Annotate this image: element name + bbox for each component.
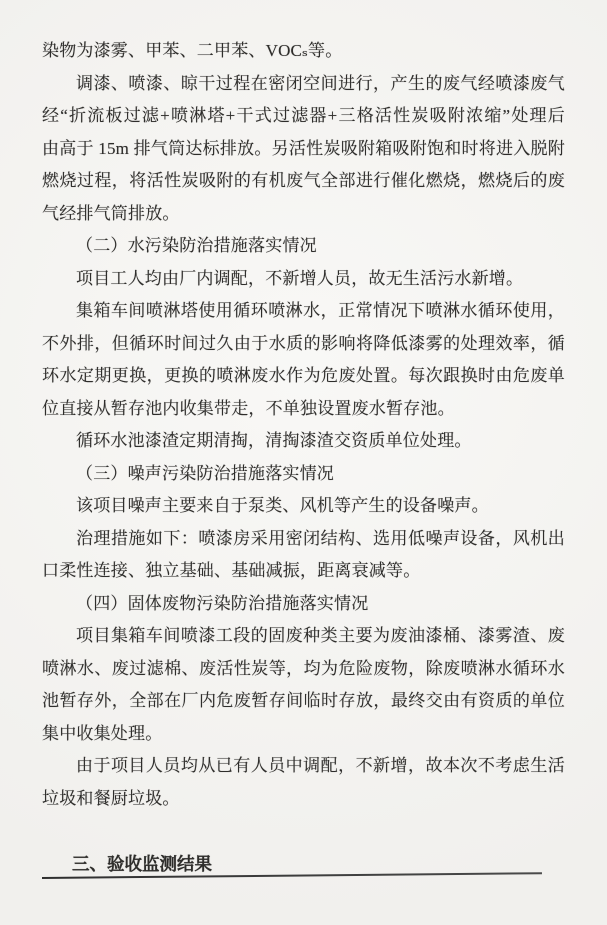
text-line: 喷淋水、废过滤棉、废活性炭等，均为危险废物，除废喷淋水循环水 [42,658,565,678]
paragraph [42,263,565,296]
paragraph [42,35,565,68]
text-line: 口柔性连接、独立基础、基础减振，距离衰减等。 [42,561,421,580]
text-line: （四）固体废物污染防治措施落实情况 [76,593,369,613]
paragraph [42,295,565,425]
paragraph [42,588,565,621]
text-line: 循环水池漆渣定期清掏，清掏漆渣交资质单位处理。 [76,431,472,450]
paragraph [42,425,565,458]
paragraph [42,750,565,815]
text-line: （三）噪声污染防治措施落实情况 [76,463,334,483]
text-line: 集箱车间喷淋塔使用循环喷淋水，正常情况下喷淋水循环使用， [76,301,565,320]
text-line: 项目工人均由厂内调配，不新增人员，故无生活污水新增。 [76,268,524,288]
text-line: 环水定期更换，更换的喷淋废水作为危废处置。每次跟换时由危废单 [42,366,565,385]
text-line: 调漆、喷漆、晾干过程在密闭空间进行，产生的废气经喷漆废气 [76,73,565,93]
text-line: 由高于 15m 排气筒达标排放。另活性炭吸附箱吸附饱和时将进入脱附 [42,138,565,158]
text-line: 位直接从暂存池内收集带走，不单独设置废水暂存池。 [42,398,455,418]
text-line: 垃圾和餐厨垃圾。 [42,788,180,808]
paragraphs [42,35,565,815]
paragraph [42,620,565,750]
text-line: 经“折流板过滤+喷淋塔+干式过滤器+三格活性炭吸附浓缩”处理后 [42,106,565,125]
text-line: 染物为漆雾、甲苯、二甲苯、VOCₛ等。 [42,41,343,60]
text-line: 项目集箱车间喷漆工段的固废种类主要为废油漆桶、漆雾渣、废 [76,626,565,645]
text-line: 该项目噪声主要来自于泵类、风机等产生的设备噪声。 [76,496,489,515]
paragraph [42,230,565,263]
text-line: 不外排，但循环时间过久由于水质的影响将降低漆雾的处理效率，循 [42,333,565,353]
section-heading: 三、验收监测结果 [72,853,212,874]
text-line: 燃烧过程，将活性炭吸附的有机废气全部进行催化燃烧，燃烧后的废 [42,171,565,190]
text-line: （二）水污染防治措施落实情况 [76,236,317,255]
paragraph [42,68,565,231]
text-line: 由于项目人员均从已有人员中调配，不新增，故本次不考虑生活 [76,756,565,775]
paragraph [42,490,565,523]
text-line: 气经排气筒排放。 [42,203,180,223]
text-line: 治理措施如下：喷漆房采用密闭结构、选用低噪声设备，风机出 [76,528,565,548]
paragraph [42,458,565,491]
text-line: 集中收集处理。 [42,723,163,743]
text-line: 池暂存外，全部在厂内危废暂存间临时存放，最终交由有资质的单位 [42,691,565,710]
document-body [42,35,565,879]
paragraph [42,523,565,588]
